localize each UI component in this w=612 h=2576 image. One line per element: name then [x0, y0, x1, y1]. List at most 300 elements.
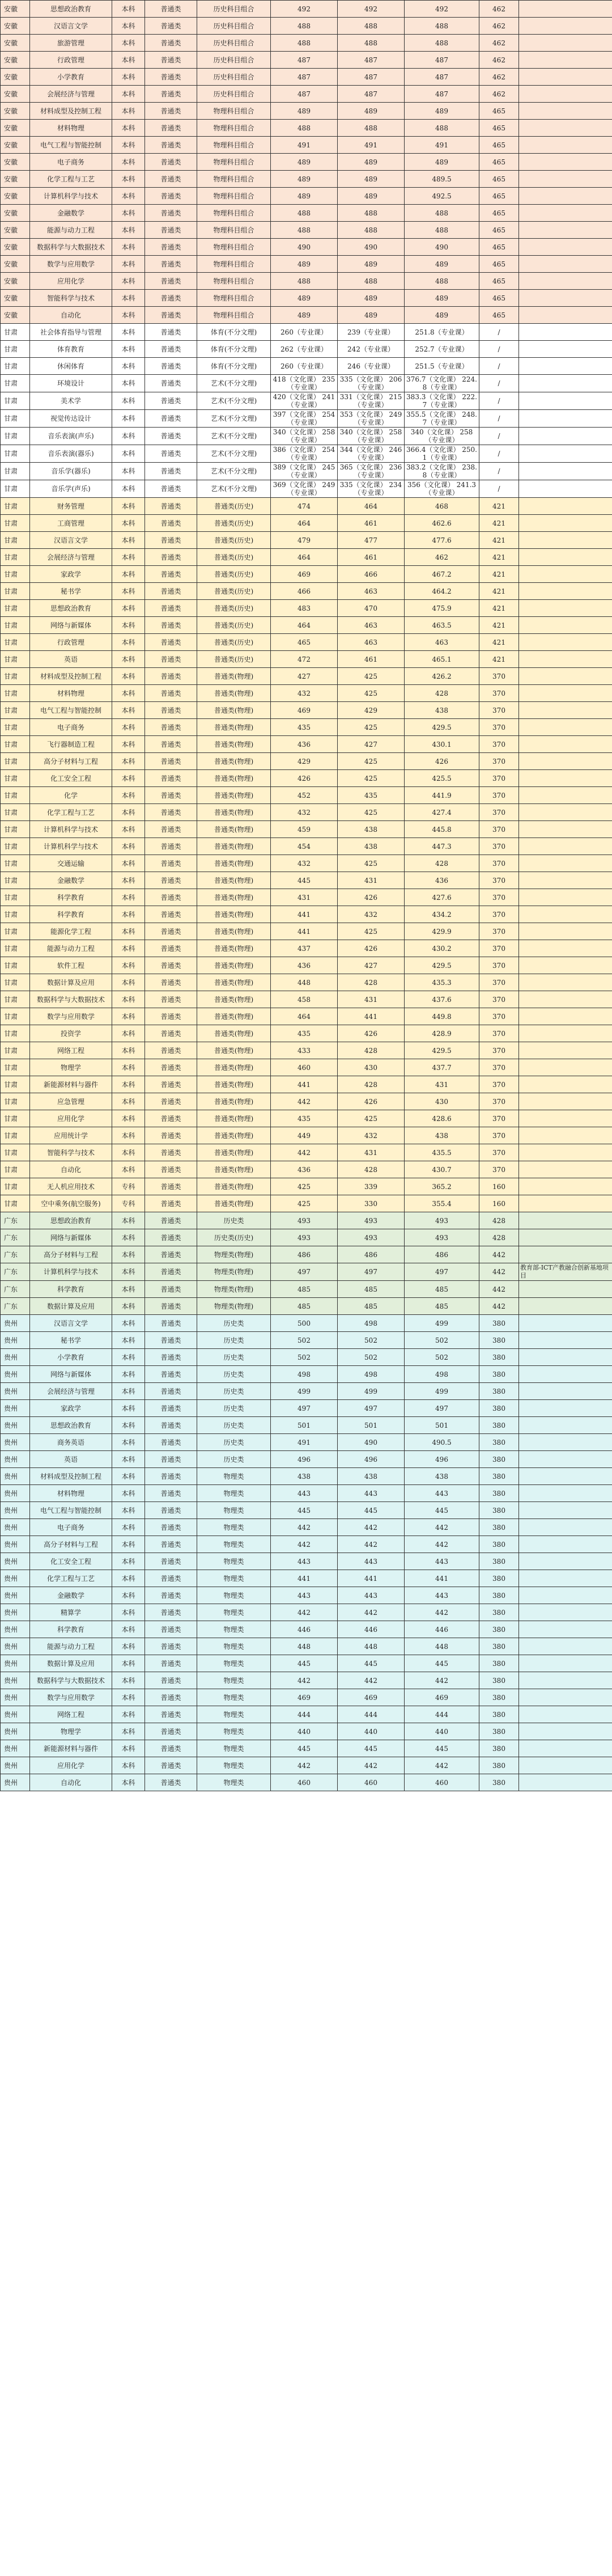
table-row	[1, 1366, 612, 1383]
avg-score-cell: 383.2（文化课） 238.8（专业课）	[405, 463, 479, 480]
province-cell: 贵州	[1, 1587, 30, 1604]
avg-score-cell: 251.5（专业课）	[405, 358, 479, 375]
level-cell: 本科	[112, 358, 145, 375]
min-score-cell: 461	[338, 651, 405, 668]
batch-cell: 普通类	[145, 1178, 197, 1195]
subject-cell: 体育(不分文理)	[197, 341, 271, 358]
max-score-cell: 436	[271, 736, 338, 753]
batch-cell: 普通类	[145, 1468, 197, 1485]
min-score-cell: 435	[338, 787, 405, 804]
level-cell: 本科	[112, 668, 145, 685]
major-cell: 金融数学	[30, 205, 112, 222]
avg-score-cell: 487	[405, 86, 479, 103]
avg-score-cell: 464.2	[405, 583, 479, 600]
major-cell: 科学教育	[30, 906, 112, 923]
batch-cell: 普通类	[145, 188, 197, 205]
batch-cell: 普通类	[145, 1, 197, 18]
level-cell: 本科	[112, 52, 145, 69]
note-cell	[519, 1468, 612, 1485]
level-cell: 本科	[112, 1059, 145, 1076]
level-cell: 本科	[112, 1570, 145, 1587]
min-score-cell: 463	[338, 634, 405, 651]
table-row	[1, 1400, 612, 1417]
note-cell	[519, 137, 612, 154]
level-cell: 本科	[112, 1655, 145, 1672]
min-score-cell: 425	[338, 668, 405, 685]
batch-cell: 普通类	[145, 375, 197, 392]
avg-score-cell: 445	[405, 1740, 479, 1757]
major-cell: 应用化学	[30, 1110, 112, 1127]
control-line-cell: 370	[479, 1076, 519, 1093]
avg-score-cell: 497	[405, 1263, 479, 1281]
max-score-cell: 441	[271, 1570, 338, 1587]
control-line-cell: 370	[479, 1042, 519, 1059]
level-cell: 本科	[112, 1621, 145, 1638]
batch-cell: 普通类	[145, 702, 197, 719]
table-row	[1, 1298, 612, 1315]
subject-cell: 普通类(物理)	[197, 1008, 271, 1025]
note-cell	[519, 583, 612, 600]
batch-cell: 普通类	[145, 120, 197, 137]
level-cell: 本科	[112, 1383, 145, 1400]
max-score-cell: 433	[271, 1042, 338, 1059]
min-score-cell: 428	[338, 1042, 405, 1059]
note-cell	[519, 324, 612, 341]
province-cell: 广东	[1, 1246, 30, 1263]
note-cell	[519, 1638, 612, 1655]
control-line-cell: 465	[479, 307, 519, 324]
province-cell: 贵州	[1, 1400, 30, 1417]
major-cell: 小学教育	[30, 1349, 112, 1366]
note-cell	[519, 154, 612, 171]
avg-score-cell: 428.9	[405, 1025, 479, 1042]
table-row	[1, 1315, 612, 1332]
table-row	[1, 651, 612, 668]
min-score-cell: 331（文化课） 215（专业课）	[338, 392, 405, 410]
major-cell: 电气工程与智能控制	[30, 137, 112, 154]
subject-cell: 普通类(物理)	[197, 787, 271, 804]
level-cell: 本科	[112, 1536, 145, 1553]
major-cell: 音乐表演(器乐)	[30, 445, 112, 463]
avg-score-cell: 252.7（专业课）	[405, 341, 479, 358]
level-cell: 本科	[112, 1127, 145, 1144]
avg-score-cell: 447.3	[405, 838, 479, 855]
subject-cell: 普通类(物理)	[197, 1127, 271, 1144]
control-line-cell: 465	[479, 222, 519, 239]
control-line-cell: 370	[479, 1093, 519, 1110]
province-cell: 甘肃	[1, 1025, 30, 1042]
control-line-cell: 421	[479, 498, 519, 515]
avg-score-cell: 366.4（文化课） 250.1（专业课）	[405, 445, 479, 463]
min-score-cell: 502	[338, 1332, 405, 1349]
table-row	[1, 1740, 612, 1757]
min-score-cell: 492	[338, 1, 405, 18]
control-line-cell: /	[479, 480, 519, 498]
level-cell: 本科	[112, 1757, 145, 1774]
max-score-cell: 496	[271, 1451, 338, 1468]
min-score-cell: 493	[338, 1212, 405, 1229]
max-score-cell: 489	[271, 290, 338, 307]
note-cell	[519, 1, 612, 18]
note-cell	[519, 1536, 612, 1553]
control-line-cell: 370	[479, 872, 519, 889]
note-cell	[519, 1144, 612, 1161]
table-row	[1, 1502, 612, 1519]
province-cell: 甘肃	[1, 498, 30, 515]
note-cell	[519, 341, 612, 358]
subject-cell: 物理类(物理)	[197, 1281, 271, 1298]
max-score-cell: 446	[271, 1621, 338, 1638]
table-row	[1, 1638, 612, 1655]
table-row	[1, 445, 612, 463]
table-row	[1, 1025, 612, 1042]
level-cell: 本科	[112, 855, 145, 872]
note-cell	[519, 549, 612, 566]
control-line-cell: 370	[479, 991, 519, 1008]
province-cell: 甘肃	[1, 1127, 30, 1144]
subject-cell: 物理类	[197, 1757, 271, 1774]
max-score-cell: 493	[271, 1212, 338, 1229]
province-cell: 甘肃	[1, 1110, 30, 1127]
batch-cell: 普通类	[145, 480, 197, 498]
major-cell: 秘书学	[30, 1332, 112, 1349]
province-cell: 贵州	[1, 1502, 30, 1519]
major-cell: 网络工程	[30, 1042, 112, 1059]
note-cell	[519, 1349, 612, 1366]
subject-cell: 物理类	[197, 1672, 271, 1689]
province-cell: 甘肃	[1, 855, 30, 872]
province-cell: 甘肃	[1, 872, 30, 889]
province-cell: 安徽	[1, 188, 30, 205]
avg-score-cell: 430.2	[405, 940, 479, 957]
avg-score-cell: 488	[405, 120, 479, 137]
province-cell: 甘肃	[1, 634, 30, 651]
min-score-cell: 488	[338, 273, 405, 290]
avg-score-cell: 427.4	[405, 804, 479, 821]
min-score-cell: 487	[338, 69, 405, 86]
max-score-cell: 498	[271, 1366, 338, 1383]
batch-cell: 普通类	[145, 1638, 197, 1655]
province-cell: 甘肃	[1, 617, 30, 634]
level-cell: 本科	[112, 838, 145, 855]
table-row	[1, 855, 612, 872]
major-cell: 体育教育	[30, 341, 112, 358]
note-cell	[519, 239, 612, 256]
note-cell	[519, 392, 612, 410]
note-cell	[519, 428, 612, 445]
note-cell	[519, 463, 612, 480]
subject-cell: 物理类	[197, 1638, 271, 1655]
control-line-cell: 380	[479, 1434, 519, 1451]
major-cell: 思想政治教育	[30, 600, 112, 617]
max-score-cell: 489	[271, 307, 338, 324]
min-score-cell: 488	[338, 120, 405, 137]
note-cell	[519, 753, 612, 770]
batch-cell: 普通类	[145, 1076, 197, 1093]
batch-cell: 普通类	[145, 600, 197, 617]
province-cell: 贵州	[1, 1672, 30, 1689]
major-cell: 旅游管理	[30, 35, 112, 52]
avg-score-cell: 485	[405, 1298, 479, 1315]
batch-cell: 普通类	[145, 889, 197, 906]
province-cell: 安徽	[1, 307, 30, 324]
min-score-cell: 340（文化课） 258（专业课）	[338, 428, 405, 445]
avg-score-cell: 501	[405, 1417, 479, 1434]
batch-cell: 普通类	[145, 787, 197, 804]
avg-score-cell: 488	[405, 205, 479, 222]
note-cell	[519, 290, 612, 307]
min-score-cell: 426	[338, 1025, 405, 1042]
max-score-cell: 445	[271, 872, 338, 889]
major-cell: 计算机科学与技术	[30, 821, 112, 838]
table-row	[1, 1434, 612, 1451]
avg-score-cell: 251.8（专业课）	[405, 324, 479, 341]
level-cell: 本科	[112, 617, 145, 634]
min-score-cell: 425	[338, 753, 405, 770]
table-row	[1, 410, 612, 428]
batch-cell: 普通类	[145, 392, 197, 410]
batch-cell: 普通类	[145, 1059, 197, 1076]
note-cell	[519, 1161, 612, 1178]
level-cell: 本科	[112, 583, 145, 600]
major-cell: 音乐学(声乐)	[30, 480, 112, 498]
batch-cell: 普通类	[145, 463, 197, 480]
batch-cell: 普通类	[145, 18, 197, 35]
province-cell: 甘肃	[1, 889, 30, 906]
control-line-cell: 465	[479, 171, 519, 188]
max-score-cell: 491	[271, 137, 338, 154]
table-row	[1, 222, 612, 239]
batch-cell: 普通类	[145, 445, 197, 463]
subject-cell: 历史类	[197, 1383, 271, 1400]
batch-cell: 普通类	[145, 1757, 197, 1774]
major-cell: 电子商务	[30, 1519, 112, 1536]
table-row	[1, 1093, 612, 1110]
table-row	[1, 1587, 612, 1604]
province-cell: 甘肃	[1, 532, 30, 549]
batch-cell: 普通类	[145, 566, 197, 583]
control-line-cell: 462	[479, 86, 519, 103]
batch-cell: 普通类	[145, 1570, 197, 1587]
level-cell: 本科	[112, 86, 145, 103]
level-cell: 本科	[112, 103, 145, 120]
major-cell: 能源化学工程	[30, 923, 112, 940]
batch-cell: 普通类	[145, 1281, 197, 1298]
batch-cell: 普通类	[145, 1383, 197, 1400]
subject-cell: 物理类	[197, 1468, 271, 1485]
province-cell: 贵州	[1, 1434, 30, 1451]
table-row	[1, 35, 612, 52]
level-cell: 本科	[112, 515, 145, 532]
subject-cell: 普通类(物理)	[197, 753, 271, 770]
level-cell: 本科	[112, 1587, 145, 1604]
avg-score-cell: 425.5	[405, 770, 479, 787]
major-cell: 化工安全工程	[30, 1553, 112, 1570]
major-cell: 英语	[30, 651, 112, 668]
control-line-cell: 370	[479, 1144, 519, 1161]
max-score-cell: 460	[271, 1059, 338, 1076]
avg-score-cell: 428	[405, 855, 479, 872]
batch-cell: 普通类	[145, 1349, 197, 1366]
min-score-cell: 442	[338, 1536, 405, 1553]
level-cell: 本科	[112, 1246, 145, 1263]
major-cell: 精算学	[30, 1604, 112, 1621]
max-score-cell: 488	[271, 120, 338, 137]
note-cell	[519, 69, 612, 86]
note-cell	[519, 1076, 612, 1093]
note-cell	[519, 18, 612, 35]
level-cell: 本科	[112, 1076, 145, 1093]
province-cell: 安徽	[1, 256, 30, 273]
province-cell: 贵州	[1, 1536, 30, 1553]
avg-score-cell: 442	[405, 1536, 479, 1553]
table-row	[1, 1672, 612, 1689]
subject-cell: 物理科目组合	[197, 103, 271, 120]
major-cell: 自动化	[30, 307, 112, 324]
note-cell	[519, 1621, 612, 1638]
batch-cell: 普通类	[145, 1366, 197, 1383]
batch-cell: 普通类	[145, 205, 197, 222]
control-line-cell: 428	[479, 1229, 519, 1246]
control-line-cell: 380	[479, 1740, 519, 1757]
note-cell	[519, 515, 612, 532]
table-row	[1, 1383, 612, 1400]
note-cell	[519, 957, 612, 974]
min-score-cell: 425	[338, 770, 405, 787]
province-cell: 贵州	[1, 1366, 30, 1383]
note-cell	[519, 1553, 612, 1570]
subject-cell: 物理类	[197, 1655, 271, 1672]
control-line-cell: 380	[479, 1757, 519, 1774]
avg-score-cell: 438	[405, 1468, 479, 1485]
avg-score-cell: 429.9	[405, 923, 479, 940]
note-cell	[519, 1400, 612, 1417]
note-cell	[519, 273, 612, 290]
batch-cell: 普通类	[145, 498, 197, 515]
major-cell: 数据计算及应用	[30, 1655, 112, 1672]
min-score-cell: 497	[338, 1263, 405, 1281]
province-cell: 贵州	[1, 1315, 30, 1332]
major-cell: 材料物理	[30, 685, 112, 702]
max-score-cell: 497	[271, 1263, 338, 1281]
batch-cell: 普通类	[145, 583, 197, 600]
batch-cell: 普通类	[145, 1332, 197, 1349]
note-cell	[519, 1604, 612, 1621]
province-cell: 甘肃	[1, 583, 30, 600]
control-line-cell: 421	[479, 515, 519, 532]
subject-cell: 物理类	[197, 1621, 271, 1638]
province-cell: 贵州	[1, 1723, 30, 1740]
subject-cell: 物理科目组合	[197, 188, 271, 205]
note-cell	[519, 906, 612, 923]
avg-score-cell: 446	[405, 1621, 479, 1638]
min-score-cell: 441	[338, 1008, 405, 1025]
level-cell: 本科	[112, 1672, 145, 1689]
note-cell	[519, 685, 612, 702]
major-cell: 数据科学与大数据技术	[30, 991, 112, 1008]
province-cell: 甘肃	[1, 685, 30, 702]
control-line-cell: 465	[479, 137, 519, 154]
min-score-cell: 442	[338, 1757, 405, 1774]
note-cell	[519, 1655, 612, 1672]
level-cell: 本科	[112, 392, 145, 410]
subject-cell: 物理类(物理)	[197, 1263, 271, 1281]
major-cell: 应用化学	[30, 1757, 112, 1774]
max-score-cell: 499	[271, 1383, 338, 1400]
avg-score-cell: 365.2	[405, 1178, 479, 1195]
max-score-cell: 438	[271, 1468, 338, 1485]
control-line-cell: 380	[479, 1366, 519, 1383]
province-cell: 甘肃	[1, 957, 30, 974]
control-line-cell: 428	[479, 1212, 519, 1229]
province-cell: 安徽	[1, 154, 30, 171]
note-cell	[519, 35, 612, 52]
province-cell: 甘肃	[1, 1093, 30, 1110]
avg-score-cell: 475.9	[405, 600, 479, 617]
batch-cell: 普通类	[145, 1417, 197, 1434]
max-score-cell: 489	[271, 171, 338, 188]
level-cell: 本科	[112, 205, 145, 222]
level-cell: 本科	[112, 1638, 145, 1655]
control-line-cell: 380	[479, 1383, 519, 1400]
batch-cell: 普通类	[145, 256, 197, 273]
table-row	[1, 69, 612, 86]
level-cell: 本科	[112, 804, 145, 821]
level-cell: 本科	[112, 872, 145, 889]
note-cell	[519, 1042, 612, 1059]
major-cell: 社会体育指导与管理	[30, 324, 112, 341]
max-score-cell: 442	[271, 1757, 338, 1774]
min-score-cell: 426	[338, 889, 405, 906]
note-cell	[519, 804, 612, 821]
max-score-cell: 479	[271, 532, 338, 549]
note-cell	[519, 1587, 612, 1604]
province-cell: 甘肃	[1, 906, 30, 923]
control-line-cell: 380	[479, 1485, 519, 1502]
level-cell: 本科	[112, 1042, 145, 1059]
min-score-cell: 428	[338, 974, 405, 991]
min-score-cell: 239（专业课）	[338, 324, 405, 341]
avg-score-cell: 463.5	[405, 617, 479, 634]
control-line-cell: 370	[479, 1025, 519, 1042]
min-score-cell: 431	[338, 1144, 405, 1161]
control-line-cell: 442	[479, 1263, 519, 1281]
max-score-cell: 262（专业课）	[271, 341, 338, 358]
avg-score-cell: 355.5（文化课） 248.7（专业课）	[405, 410, 479, 428]
subject-cell: 普通类(历史)	[197, 634, 271, 651]
control-line-cell: 421	[479, 651, 519, 668]
note-cell	[519, 855, 612, 872]
avg-score-cell: 497	[405, 1400, 479, 1417]
table-row	[1, 239, 612, 256]
control-line-cell: 465	[479, 103, 519, 120]
control-line-cell: 380	[479, 1587, 519, 1604]
subject-cell: 普通类(物理)	[197, 804, 271, 821]
major-cell: 行政管理	[30, 634, 112, 651]
level-cell: 本科	[112, 1229, 145, 1246]
table-row	[1, 889, 612, 906]
max-score-cell: 431	[271, 889, 338, 906]
province-cell: 甘肃	[1, 428, 30, 445]
province-cell: 广东	[1, 1229, 30, 1246]
min-score-cell: 438	[338, 821, 405, 838]
batch-cell: 普通类	[145, 1229, 197, 1246]
major-cell: 网络工程	[30, 1706, 112, 1723]
note-cell	[519, 1110, 612, 1127]
table-row	[1, 1059, 612, 1076]
level-cell: 本科	[112, 1451, 145, 1468]
major-cell: 自动化	[30, 1774, 112, 1791]
